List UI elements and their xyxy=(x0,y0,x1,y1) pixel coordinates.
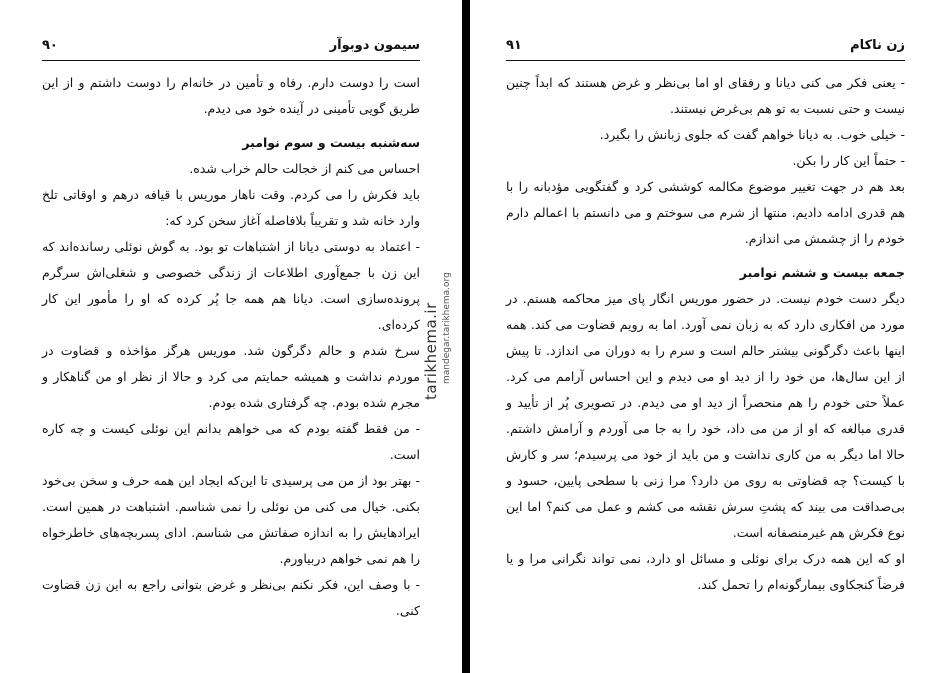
left-paragraph-4: - اعتماد به دوستی دیانا از اشتباهات تو بود. به گوش نوئلی رسانده‌اند که این زن با جمع‌آوری اطلاعات از زندگی خصوصی و شغلی‌اش سرگرم پرونده‌سازی است. دیانا هم همه جا پُر کرده که او را مأمور این کار کرده‌ای. xyxy=(42,239,420,332)
left-paragraph-5: سرخ شدم و حالم دگرگون شد. موریس هرگز مؤاخذه و قضاوت در موردم نداشت و همیشه حمایتم می کرد و حالا از نظر او من گناهکار و مجرم شده بودم. چه گرفتاری شده بودم. xyxy=(42,343,420,410)
right-running-title: زن ناکام xyxy=(850,38,905,53)
left-paragraph-7: - بهتر بود از من می پرسیدی تا این‌که ایجاد این همه حرف و سخن بی‌خود بکنی. خیال می کنی من نوئلی را نمی شناسم. اشتباهت در همین است. ایرادهایش را به اندازه صفاتش می شناسم. ادای پسربچه‌های خاطرخواه را هم نمی خواهم دربیاورم. xyxy=(42,473,420,566)
right-page-header xyxy=(506,38,905,60)
left-page-body xyxy=(42,70,420,624)
right-diary-heading: جمعه بیست و ششم نوامبر xyxy=(739,265,905,280)
book-spine-gutter xyxy=(462,0,470,673)
right-paragraph-4: بعد هم در جهت تغییر موضوع مکالمه کوششی کرد و گفتگویی مؤدبانه را با هم قدری ادامه دادیم. منتها از شرم می سوختم و می دانستم با اعمالم دارم خودم را از چشمش می اندازم. xyxy=(506,179,905,246)
left-header-rule xyxy=(42,60,420,61)
right-page-number: ۹۱ xyxy=(506,38,522,53)
right-page-body xyxy=(506,70,905,598)
left-paragraph-8: - با وصف این، فکر نکنم بی‌نظر و غرض بتوانی راجع به این زن قضاوت کنی. xyxy=(42,577,420,618)
right-paragraph-3: - حتماً این کار را بکن. xyxy=(792,153,905,168)
left-page-header xyxy=(42,38,420,60)
left-page xyxy=(0,0,462,673)
right-paragraph-6: او که این همه درک برای نوئلی و مسائل او دارد، نمی تواند نگرانی مرا و یا فرضاً کنجکاوی بیمارگونه‌ام را تحمل کند. xyxy=(506,551,905,592)
left-running-title: سیمون دوبوآر xyxy=(329,38,420,53)
left-paragraph-1: است را دوست دارم. رفاه و تأمین در خانه‌ام را دوست داشتم و از این طریق گویی تأمینی در آینده خود می دیدم. xyxy=(42,75,420,116)
left-diary-heading: سه‌شنبه بیست و سوم نوامبر xyxy=(242,135,420,150)
left-page-number: ۹۰ xyxy=(42,38,58,53)
watermark-main: tarikhema.ir xyxy=(422,302,440,400)
right-paragraph-2: - خیلی خوب. به دیانا خواهم گفت که جلوی زبانش را بگیرد. xyxy=(599,127,905,142)
left-paragraph-3: باید فکرش را می کردم. وقت ناهار موریس با قیافه درهم و اوقاتی تلخ وارد خانه شد و تقریباً بلافاصله آغاز سخن کرد که: xyxy=(42,187,420,228)
right-paragraph-1: - یعنی فکر می کنی دیانا و رفقای او اما بی‌نظر و غرض هستند که ابداً چنین نیست و حتی نسبت به تو هم بی‌غرض نیستند. xyxy=(506,75,905,116)
right-paragraph-5: دیگر دست خودم نیست. در حضور موریس انگار پای میز محاکمه هستم. در مورد من افکاری دارد که به زبان نمی آورد. اما به رویم قضاوت می کند. همه اینها باعث دگرگونی بیشتر حالم است و سرم را به دوران می اندازد. تا پیش از این سال‌ها، من خود را از دید او می دیدم و این احساس آرامم می کرد. عملاً حتی خودم را هم منحصراً از دید او می دیدم. در تصویری پُر از تأیید و قدری مبالغه که او از من می داد، خود را به جا می آوردم و آرامش داشتم. حالا اما دیگر به من کاری نداشت و من باید از خود می پرسیدم؛ سر و کارش با کیست؟ چه قضاوتی به روی من دارد؟ مرا زنی با سطحی پایین، حسود و بی‌صداقت می بیند که پشتِ سرش نقشه می کشم و عمل می کنم؟ اما این نوع فکرش هم غیرمنصفانه است. xyxy=(506,291,905,540)
right-page xyxy=(470,0,935,673)
left-paragraph-2: احساس می کنم از خجالت حالم خراب شده. xyxy=(189,161,420,176)
right-header-rule xyxy=(506,60,905,61)
left-paragraph-6: - من فقط گفته بودم که می خواهم بدانم این نوئلی کیست و چه کاره است. xyxy=(42,421,420,462)
watermark-sub: mandegar.tarikhema.org xyxy=(442,272,452,384)
